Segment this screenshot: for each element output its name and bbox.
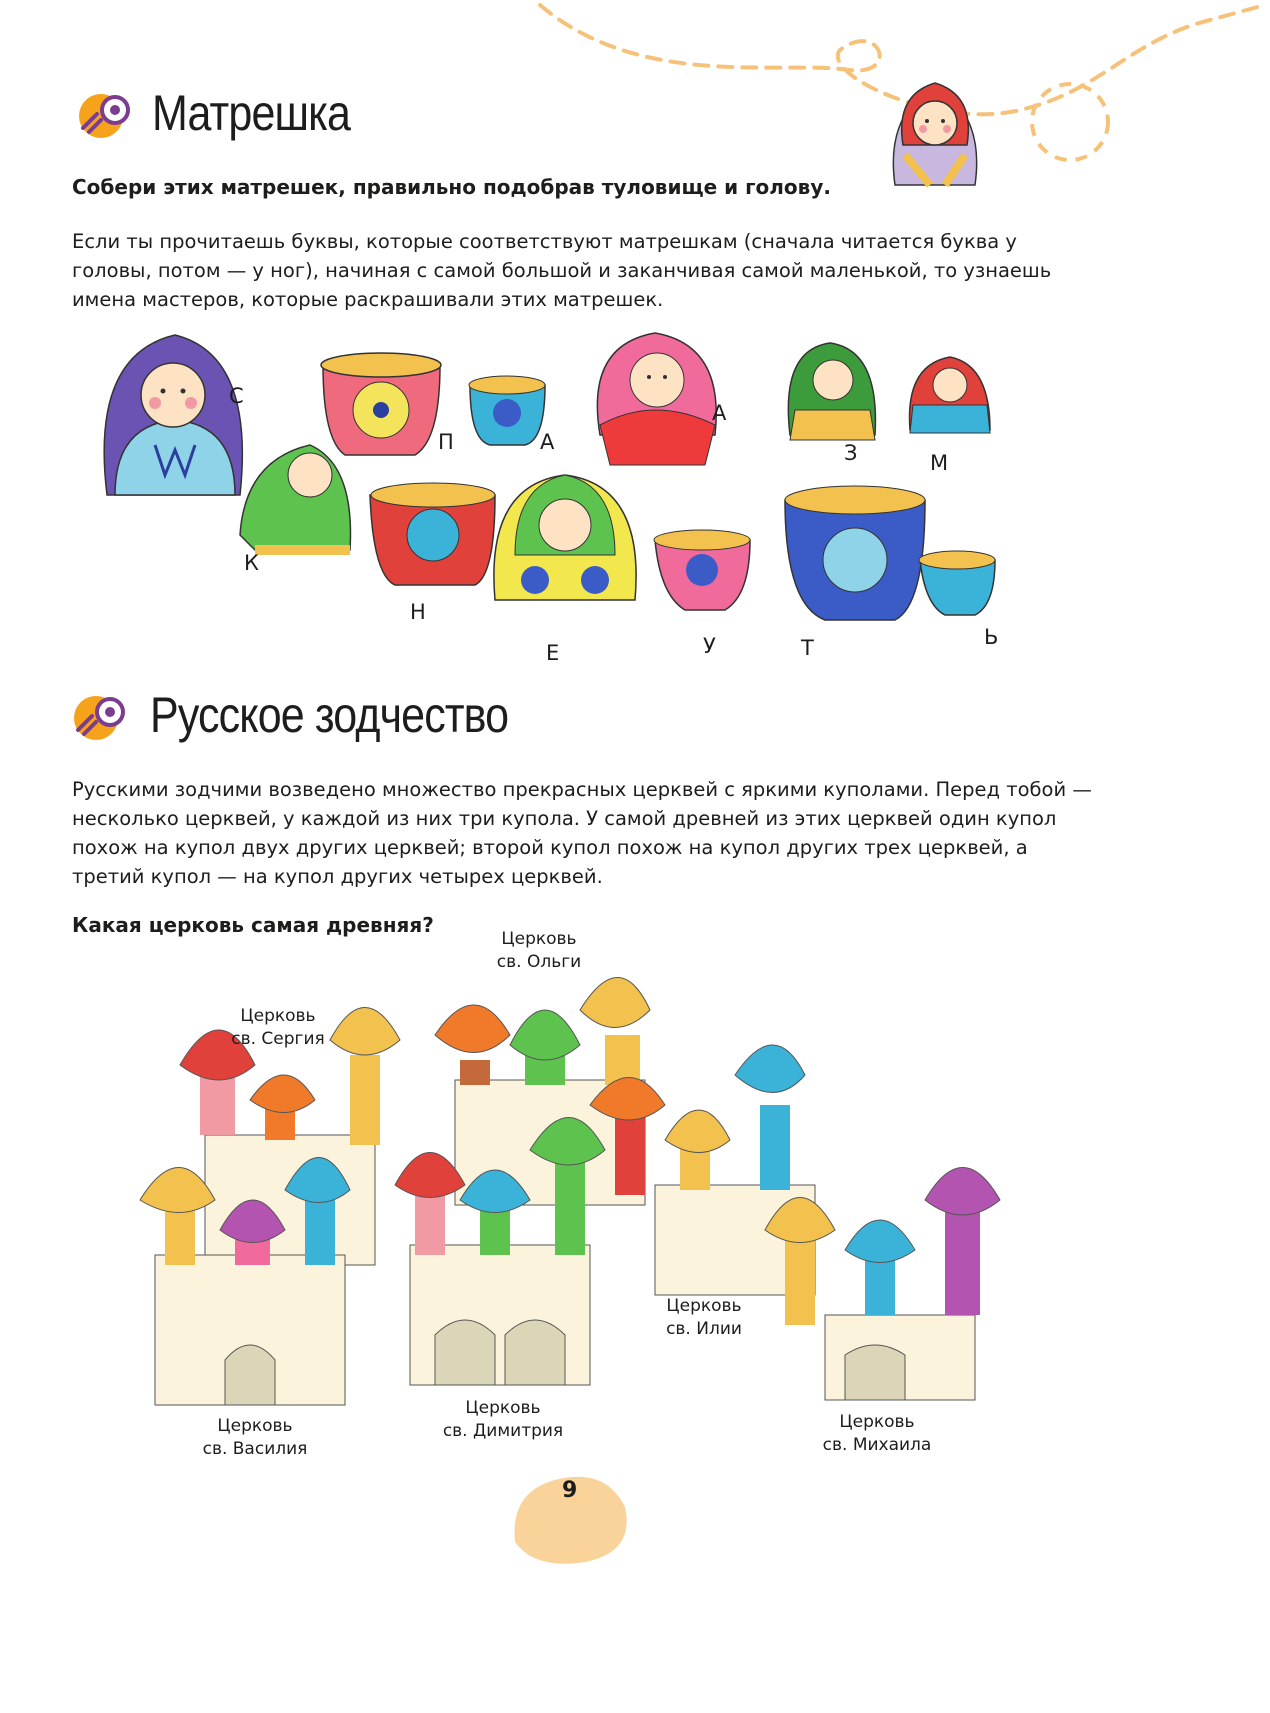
- caption-church-olga: Церковь св. Ольги: [496, 929, 582, 972]
- page-number: 9: [562, 1478, 578, 1503]
- doll-head-2: [597, 333, 716, 465]
- doll-head-5: [240, 445, 351, 550]
- doll-body-2: [469, 376, 545, 445]
- section-icon: [75, 88, 135, 140]
- caption-church-iliya: Церковь св. Илии: [666, 1296, 742, 1339]
- caption-church-vasiliy: Церковь св. Василия: [202, 1416, 308, 1459]
- matryoshka-illustration: [885, 75, 985, 190]
- doll-head-1: [104, 335, 242, 495]
- letter-t: Т: [801, 636, 814, 660]
- section-title-architecture: Русское зодчество: [150, 687, 509, 743]
- doll-body-3: [370, 483, 495, 585]
- letter-soft-sign: Ь: [984, 625, 999, 649]
- section-icon: [70, 690, 130, 742]
- letter-k: К: [244, 551, 259, 575]
- letter-m: М: [930, 451, 949, 475]
- letter-n: Н: [410, 600, 426, 624]
- doll-head-4: [910, 357, 991, 433]
- letter-u: У: [703, 634, 716, 658]
- letter-s: С: [229, 384, 244, 408]
- church-mikhail: [765, 1168, 1000, 1401]
- letter-p: П: [438, 430, 454, 454]
- caption-church-mikhail: Церковь св. Михаила: [822, 1412, 932, 1455]
- section-title-matryoshka: Матрешка: [152, 85, 351, 141]
- church-iliya: [590, 1045, 815, 1295]
- letter-a2: А: [712, 401, 727, 425]
- doll-body-6: [919, 551, 995, 615]
- matryoshka-task: Собери этих матрешек, правильно подобрав туловище и голову.: [72, 175, 831, 199]
- letter-a1: А: [540, 430, 555, 454]
- doll-body-5: [785, 486, 925, 620]
- doll-full: [494, 475, 636, 600]
- matryoshka-description: Если ты прочитаешь буквы, которые соответствуют матрешкам (сначала читается буква у головы, потом — у ног), начиная с самой большой и заканчивая самой маленькой, то узнаешь имена мастеров, которые раскрашивали этих матрешек.: [72, 230, 1052, 311]
- matryoshka-puzzle-illustration: [95, 325, 1025, 665]
- architecture-description: Русскими зодчими возведено множество прекрасных церквей с яркими куполами. Перед тобой — несколько церквей, у каждой из них три купола. У самой древней из этих церквей один купол похож на купол двух других церквей; второй купол похож на купол других трех церквей, а третий купол — на купол других четырех церквей.: [72, 778, 1092, 888]
- doll-body-1: [321, 353, 441, 455]
- caption-church-dimitriy: Церковь св. Димитрия: [442, 1398, 564, 1441]
- doll-head-3: [788, 343, 875, 440]
- architecture-question: Какая церковь самая древняя?: [72, 913, 434, 937]
- letter-z: З: [844, 441, 858, 465]
- letter-e: Е: [546, 641, 560, 665]
- caption-church-sergiy: Церковь св. Сергия: [231, 1006, 325, 1049]
- doll-body-4: [654, 530, 750, 610]
